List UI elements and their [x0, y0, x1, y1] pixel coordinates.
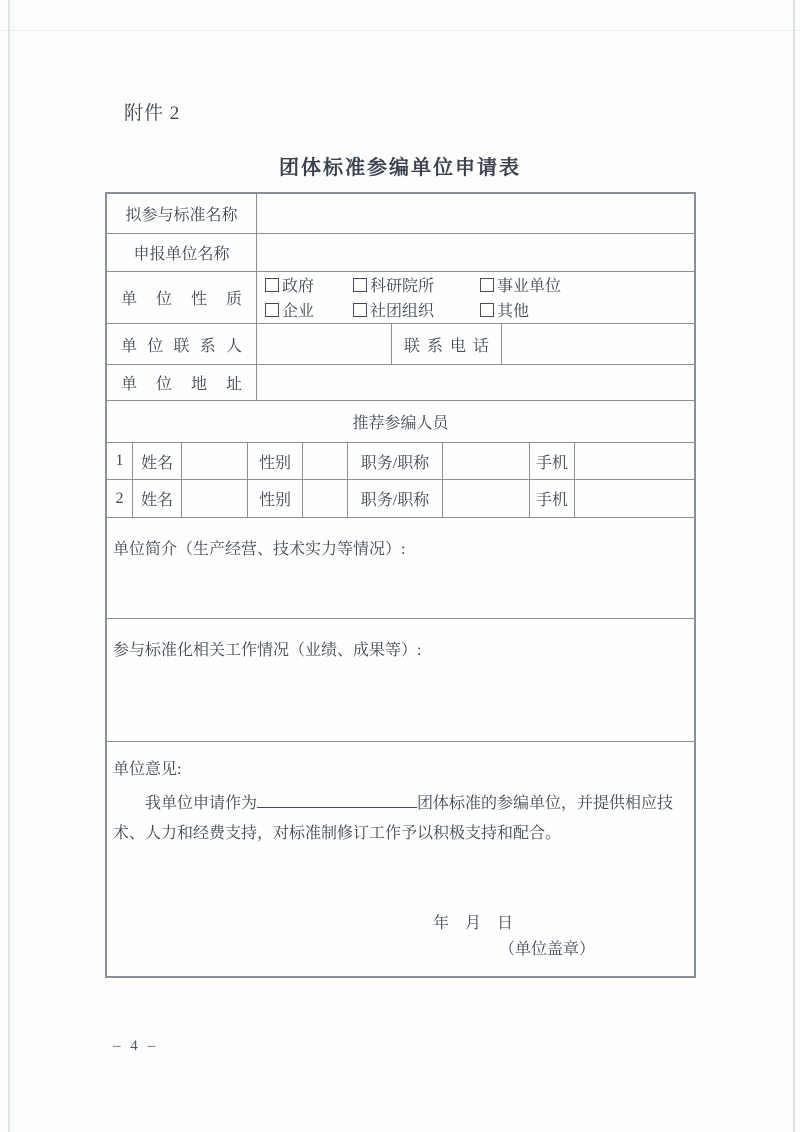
unit-type-option-label: 企业	[282, 303, 315, 320]
unit-name-label: 申报单位名称	[107, 234, 257, 271]
member-title-label: 职务/职称	[348, 443, 443, 479]
member-mobile-value	[575, 443, 694, 479]
contact-phone-label: 联系电话	[392, 324, 502, 364]
unit-type-option-label: 社团组织	[370, 303, 435, 320]
contact-phone-value	[502, 324, 694, 364]
form-title: 团体标准参编单位申请表	[279, 157, 521, 179]
member-name-value	[182, 480, 248, 517]
unit-type-label: 单位性质	[107, 272, 257, 323]
unit-type-options	[257, 272, 694, 323]
unit-address-label: 单位地址	[107, 365, 257, 400]
member-gender-value	[303, 480, 348, 517]
unit-type-option	[480, 299, 529, 323]
unit-type-options-line-2	[265, 299, 694, 323]
member-number: 2	[107, 480, 133, 517]
blank-underline	[257, 792, 417, 808]
member-gender-label: 性别	[248, 480, 303, 517]
unit-type-option-label: 其他	[497, 303, 530, 320]
unit-type-options-line-1	[265, 274, 694, 299]
standardization-work-row	[107, 619, 694, 742]
standard-name-value	[257, 194, 694, 233]
unit-contact-label: 单位联系人	[107, 324, 257, 364]
checkbox-icon	[265, 303, 279, 317]
members-header-row	[107, 401, 694, 443]
opinion-text-after: 团体标准的参编单位，并提供相应技术、人力和经费支持，对标准制修订工作予以积极支持和配合。	[113, 795, 674, 842]
opinion-label: 单位意见:	[113, 761, 182, 778]
unit-contact-value	[257, 324, 392, 364]
unit-name-row	[107, 234, 694, 272]
member-title-label: 职务/职称	[348, 480, 443, 517]
member-name-label: 姓名	[133, 443, 182, 479]
unit-type-row	[107, 272, 694, 324]
scan-artifact-line	[0, 30, 800, 31]
application-form-table	[105, 192, 696, 978]
member-name-value	[182, 443, 248, 479]
unit-type-option-label: 科研院所	[370, 278, 435, 295]
member-title-value	[443, 443, 530, 479]
unit-type-option-label: 政府	[282, 278, 315, 295]
unit-opinion-cell	[107, 742, 694, 976]
member-row	[107, 480, 694, 518]
page-number: – 4 –	[113, 1038, 158, 1054]
standard-name-label: 拟参与标准名称	[107, 194, 257, 233]
member-mobile-label: 手机	[530, 480, 575, 517]
unit-type-option	[480, 274, 561, 299]
unit-type-option-label: 事业单位	[497, 278, 562, 295]
member-title-value	[443, 480, 530, 517]
standardization-work-label: 参与标准化相关工作情况（业绩、成果等）:	[113, 642, 422, 659]
unit-address-value	[257, 365, 694, 400]
member-number: 1	[107, 443, 133, 479]
unit-profile-label: 单位简介（生产经营、技术实力等情况）:	[113, 541, 406, 558]
unit-type-option	[353, 299, 480, 323]
contact-row	[107, 324, 694, 365]
member-mobile-value	[575, 480, 694, 517]
seal-line: （单位盖章）	[499, 941, 596, 958]
opinion-paragraph	[113, 789, 690, 849]
members-header: 推荐参编人员	[352, 415, 449, 432]
unit-name-value	[257, 234, 694, 271]
checkbox-icon	[480, 278, 494, 292]
date-line: 年 月 日	[433, 915, 514, 932]
unit-profile-row	[107, 518, 694, 619]
opinion-text-before: 我单位申请作为	[145, 795, 258, 812]
checkbox-icon	[353, 303, 367, 317]
attachment-label: 附件 2	[124, 103, 181, 124]
unit-opinion-row	[107, 742, 694, 976]
member-name-label: 姓名	[133, 480, 182, 517]
checkbox-icon	[480, 303, 494, 317]
member-gender-label: 性别	[248, 443, 303, 479]
unit-type-option	[265, 274, 353, 299]
unit-type-option	[265, 299, 353, 323]
unit-type-option	[353, 274, 480, 299]
address-row	[107, 365, 694, 401]
member-gender-value	[303, 443, 348, 479]
member-mobile-label: 手机	[530, 443, 575, 479]
checkbox-icon	[353, 278, 367, 292]
standard-name-row	[107, 194, 694, 234]
checkbox-icon	[265, 278, 279, 292]
member-row	[107, 443, 694, 480]
